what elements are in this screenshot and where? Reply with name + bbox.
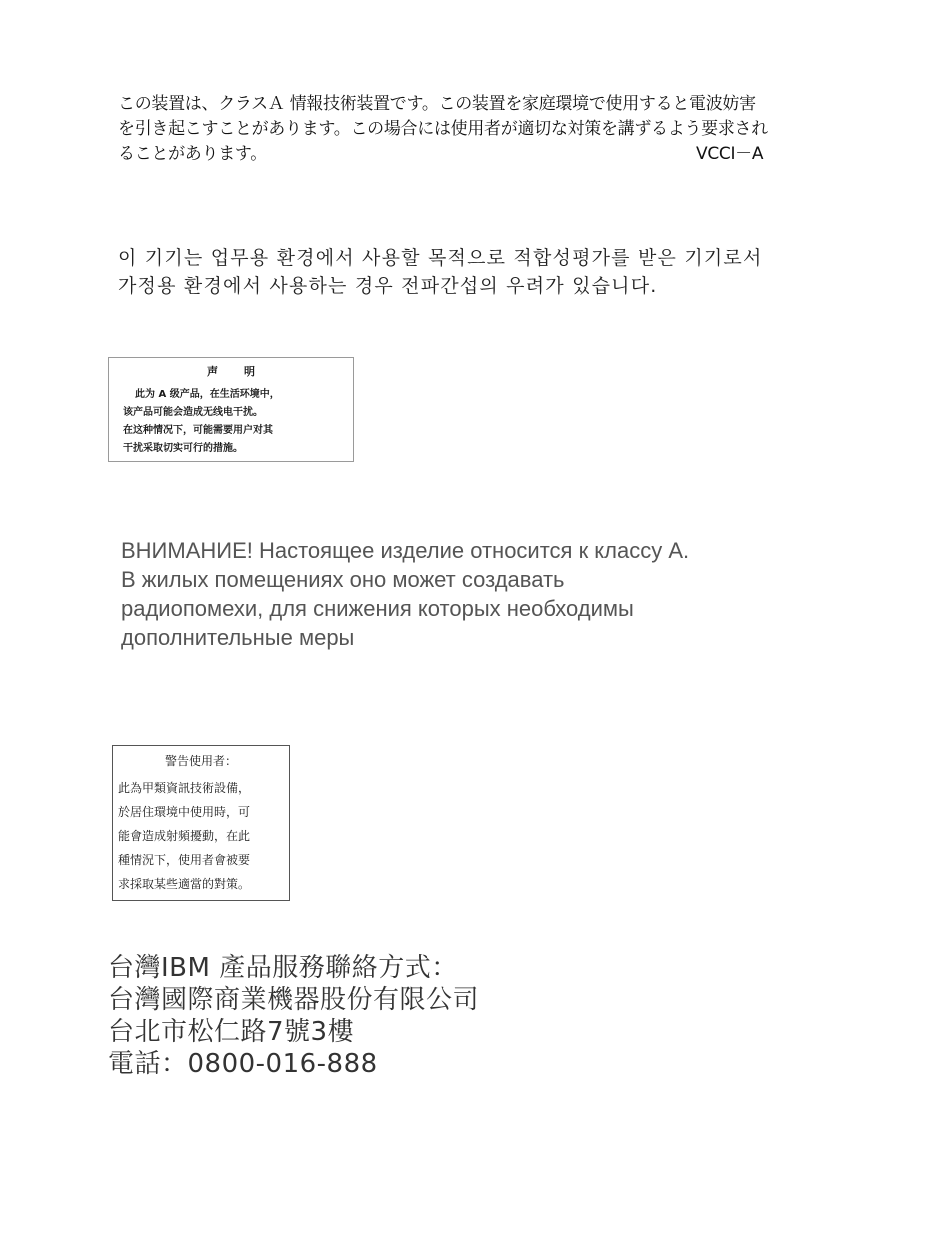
russia-notice-line: ВНИМАНИЕ! Настоящее изделие относится к классу А. — [121, 538, 690, 563]
japan-notice-line: を引き起こすことがあります。この場合には使用者が適切な対策を講ずるよう要求され — [118, 119, 768, 139]
japan-notice-line: この装置は、クラスＡ 情報技術装置です。この装置を家庭環境で使用すると電波妨害 — [118, 94, 756, 114]
china-statement-line: 此为 A 级产品，在生活环境中， — [135, 389, 280, 400]
japan-notice-line: ることがあります。 — [118, 144, 267, 164]
japan-vcci-notice — [118, 92, 818, 167]
china-statement-body — [123, 386, 280, 458]
vcci-mark: VCCI－A — [696, 144, 764, 164]
russia-notice-line: В жилых помещениях оно может создавать — [121, 567, 565, 592]
china-statement-title: 声明 — [207, 365, 281, 378]
contact-line: 台灣國際商業機器股份有限公司 — [108, 985, 480, 1015]
china-statement-line: 该产品可能会造成无线电干扰。 — [123, 407, 263, 418]
russia-notice-line: дополнительные меры — [121, 625, 355, 650]
china-statement-box — [108, 357, 354, 462]
taiwan-warning-line: 求採取某些適當的對策。 — [118, 877, 251, 891]
taiwan-warning-line: 此為甲類資訊技術設備， — [118, 781, 251, 795]
korea-notice-line: 이 기기는 업무용 환경에서 사용할 목적으로 적합성평가를 받은 기기로서 — [118, 247, 763, 269]
contact-phone: 電話：0800-016-888 — [108, 1049, 378, 1079]
russia-notice — [121, 536, 689, 652]
taiwan-warning-line: 能會造成射頻擾動，在此 — [118, 829, 251, 843]
contact-line: 台北市松仁路7號3樓 — [108, 1017, 355, 1047]
china-statement-line: 在这种情况下，可能需要用户对其 — [123, 425, 273, 436]
korea-notice-line: 가정용 환경에서 사용하는 경우 전파간섭의 우려가 있습니다. — [118, 275, 658, 297]
taiwan-warning-box — [112, 745, 290, 901]
ibm-taiwan-contact — [108, 952, 479, 1080]
taiwan-warning-body — [118, 776, 250, 896]
china-statement-line: 干扰采取切实可行的措施。 — [123, 443, 243, 454]
taiwan-warning-line: 於居住環境中使用時，可 — [118, 805, 251, 819]
russia-notice-line: радиопомехи, для снижения которых необходимы — [121, 596, 634, 621]
korea-notice — [118, 244, 763, 300]
taiwan-warning-title: 警告使用者： — [164, 754, 237, 768]
taiwan-warning-line: 種情況下，使用者會被要 — [118, 853, 251, 867]
contact-line: 台灣IBM 產品服務聯絡方式： — [108, 953, 458, 983]
